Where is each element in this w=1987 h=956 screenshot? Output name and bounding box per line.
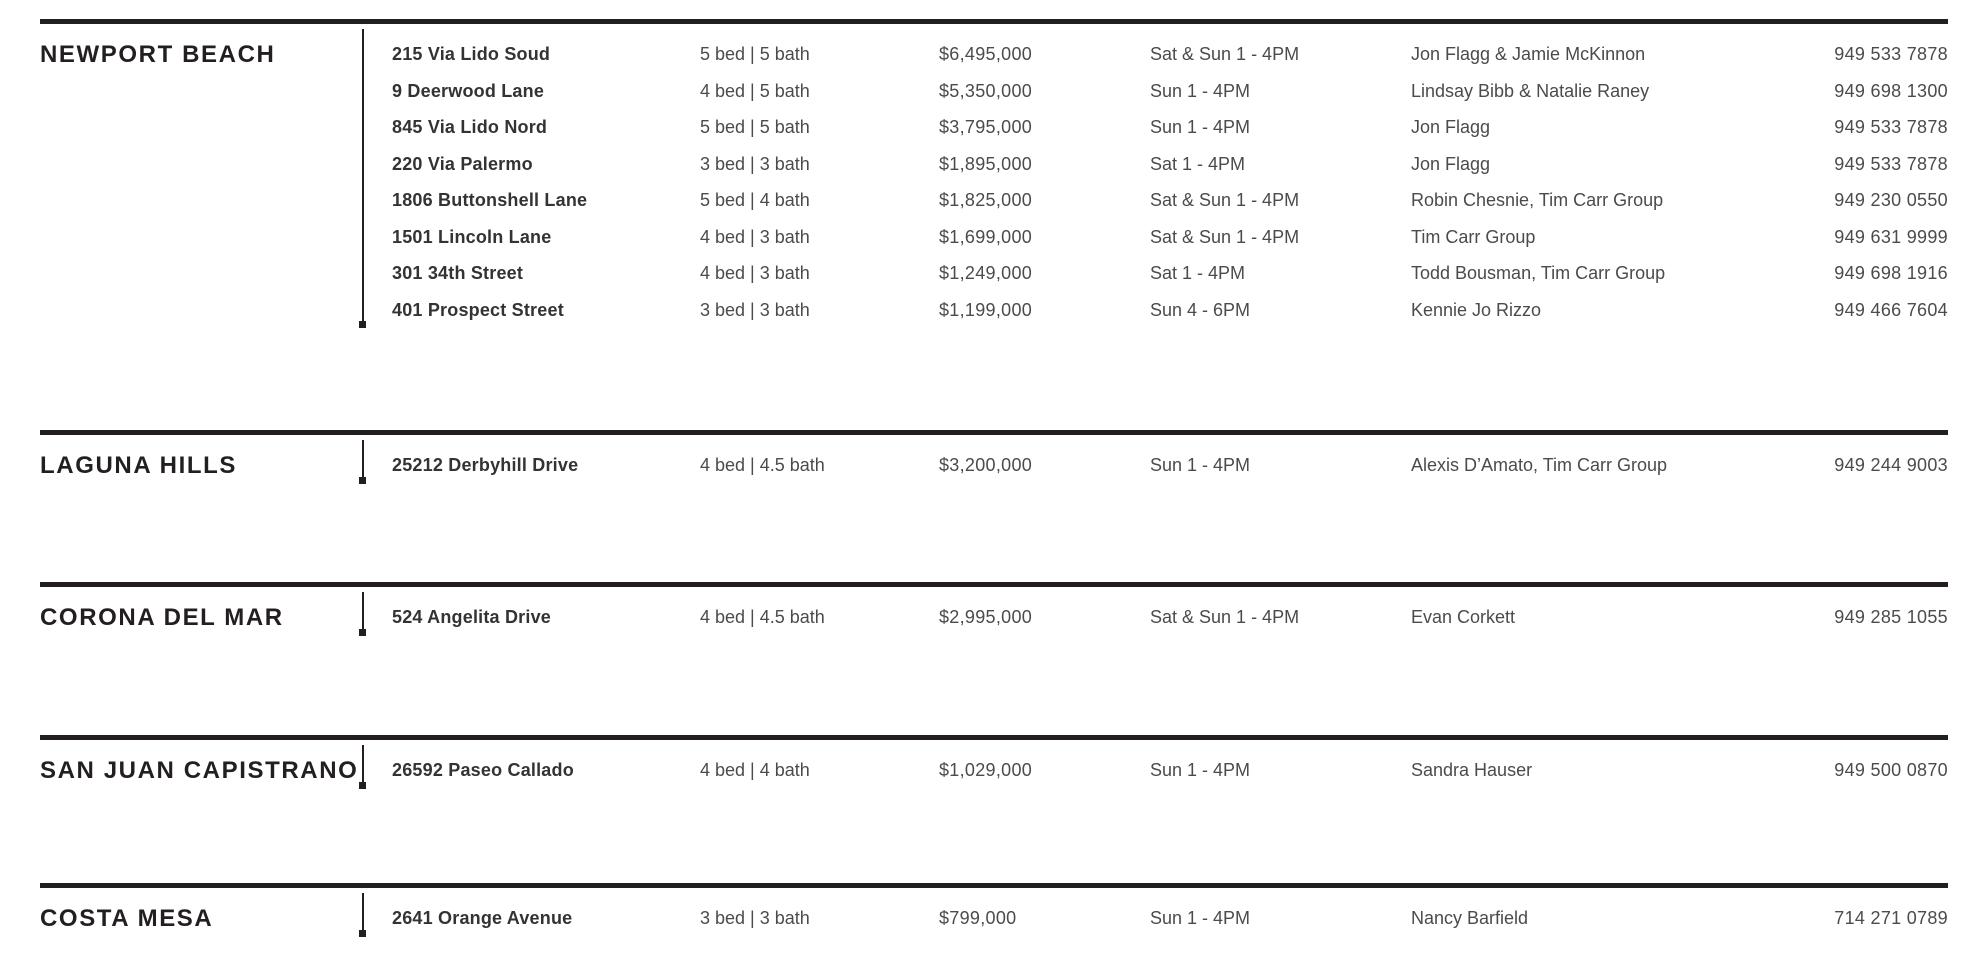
listing-row: [40, 146, 1948, 183]
listing-beds-baths: 4 bed | 3 bath: [700, 226, 810, 247]
listing-price: $799,000: [939, 908, 1017, 928]
listing-beds-baths: 4 bed | 4.5 bath: [700, 607, 825, 627]
listing-agent: Robin Chesnie, Tim Carr Group: [1411, 190, 1664, 210]
listing-beds-baths: 4 bed | 4 bath: [700, 760, 810, 780]
city-label: NEWPORT BEACH: [40, 41, 276, 68]
listing-address: 845 Via Lido Nord: [392, 117, 548, 137]
listing-address: 2641 Orange Avenue: [392, 908, 573, 928]
listing-phone: 949 285 1055: [1834, 607, 1948, 627]
city-label: CORONA DEL MAR: [40, 604, 284, 631]
listing-row: [40, 292, 1948, 329]
listing-open-house-time: Sat & Sun 1 - 4PM: [1150, 607, 1300, 627]
city-section: [40, 883, 1948, 937]
listing-beds-baths: 3 bed | 3 bath: [700, 153, 810, 174]
listing-price: $6,495,000: [939, 44, 1033, 64]
listing-agent: Todd Bousman, Tim Carr Group: [1411, 263, 1666, 283]
city-section: [40, 19, 1948, 328]
listing-agent: Alexis D’Amato, Tim Carr Group: [1411, 455, 1668, 475]
listing-agent: Jon Flagg: [1411, 117, 1491, 137]
listing-phone: 949 533 7878: [1834, 153, 1948, 174]
listing-address: 401 Prospect Street: [392, 299, 564, 320]
listing-address: 524 Angelita Drive: [392, 607, 551, 627]
listing-open-house-time: Sat & Sun 1 - 4PM: [1150, 190, 1300, 210]
listing-open-house-time: Sun 4 - 6PM: [1150, 299, 1251, 320]
listing-open-house-time: Sat 1 - 4PM: [1150, 153, 1246, 174]
listing-address: 1501 Lincoln Lane: [392, 226, 552, 247]
listing-price: $1,029,000: [939, 760, 1033, 780]
listing-beds-baths: 3 bed | 3 bath: [700, 908, 810, 928]
listing-phone: 949 631 9999: [1834, 226, 1948, 247]
listing-row: [40, 900, 1948, 937]
listing-agent: Jon Flagg & Jamie McKinnon: [1411, 44, 1646, 64]
listing-address: 220 Via Palermo: [392, 153, 533, 174]
listing-rows: [40, 888, 1948, 937]
city-section: [40, 735, 1948, 789]
listing-price: $3,795,000: [939, 117, 1033, 137]
listing-price: $1,895,000: [939, 153, 1033, 174]
listing-address: 1806 Buttonshell Lane: [392, 190, 588, 210]
city-section: [40, 430, 1948, 484]
city-label: COSTA MESA: [40, 905, 214, 932]
listing-row: [40, 447, 1948, 484]
listing-rows: [40, 435, 1948, 484]
listing-address: 9 Deerwood Lane: [392, 80, 545, 101]
listing-price: $1,249,000: [939, 263, 1033, 283]
listing-beds-baths: 5 bed | 4 bath: [700, 190, 810, 210]
listing-phone: 949 533 7878: [1834, 44, 1948, 64]
listing-beds-baths: 5 bed | 5 bath: [700, 117, 810, 137]
listing-open-house-time: Sat & Sun 1 - 4PM: [1150, 44, 1300, 64]
listing-open-house-time: Sun 1 - 4PM: [1150, 455, 1251, 475]
listing-row: [40, 599, 1948, 636]
listing-beds-baths: 4 bed | 3 bath: [700, 263, 810, 283]
listing-row: [40, 752, 1948, 789]
listing-open-house-time: Sun 1 - 4PM: [1150, 117, 1251, 137]
listing-beds-baths: 4 bed | 4.5 bath: [700, 455, 825, 475]
listing-row: [40, 36, 1948, 73]
listing-price: $1,699,000: [939, 226, 1033, 247]
listing-phone: 714 271 0789: [1834, 908, 1948, 928]
listing-agent: Tim Carr Group: [1411, 226, 1536, 247]
listing-beds-baths: 3 bed | 3 bath: [700, 299, 810, 320]
listing-rows: [40, 587, 1948, 636]
listing-row: [40, 182, 1948, 219]
city-label: SAN JUAN CAPISTRANO: [40, 757, 359, 784]
listing-open-house-time: Sat & Sun 1 - 4PM: [1150, 226, 1300, 247]
listing-open-house-time: Sat 1 - 4PM: [1150, 263, 1246, 283]
listing-phone: 949 533 7878: [1834, 117, 1948, 137]
listing-phone: 949 230 0550: [1834, 190, 1948, 210]
listing-row: [40, 219, 1948, 256]
listing-row: [40, 73, 1948, 110]
listing-open-house-time: Sun 1 - 4PM: [1150, 908, 1251, 928]
listing-address: 26592 Paseo Callado: [392, 760, 574, 780]
city-label: LAGUNA HILLS: [40, 452, 237, 479]
listing-address: 215 Via Lido Soud: [392, 44, 551, 64]
listing-agent: Lindsay Bibb & Natalie Raney: [1411, 80, 1650, 101]
listing-price: $3,200,000: [939, 455, 1033, 475]
listing-phone: 949 244 9003: [1834, 455, 1948, 475]
listing-open-house-time: Sun 1 - 4PM: [1150, 760, 1251, 780]
listing-phone: 949 466 7604: [1834, 299, 1948, 320]
listing-price: $1,825,000: [939, 190, 1033, 210]
listing-phone: 949 500 0870: [1834, 760, 1948, 780]
listing-row: [40, 109, 1948, 146]
listing-beds-baths: 5 bed | 5 bath: [700, 44, 810, 64]
listing-phone: 949 698 1300: [1834, 80, 1948, 101]
listing-agent: Evan Corkett: [1411, 607, 1516, 627]
listing-agent: Nancy Barfield: [1411, 908, 1529, 928]
listing-price: $1,199,000: [939, 299, 1033, 320]
listing-beds-baths: 4 bed | 5 bath: [700, 80, 810, 101]
listing-price: $5,350,000: [939, 80, 1033, 101]
listing-phone: 949 698 1916: [1834, 263, 1948, 283]
listing-address: 301 34th Street: [392, 263, 524, 283]
listing-rows: [40, 740, 1948, 789]
listing-row: [40, 255, 1948, 292]
listing-open-house-time: Sun 1 - 4PM: [1150, 80, 1251, 101]
listing-price: $2,995,000: [939, 607, 1033, 627]
city-section: [40, 582, 1948, 636]
listing-rows: [40, 24, 1948, 328]
listing-agent: Sandra Hauser: [1411, 760, 1533, 780]
listing-address: 25212 Derbyhill Drive: [392, 455, 579, 475]
listing-agent: Jon Flagg: [1411, 153, 1491, 174]
listing-agent: Kennie Jo Rizzo: [1411, 299, 1542, 320]
